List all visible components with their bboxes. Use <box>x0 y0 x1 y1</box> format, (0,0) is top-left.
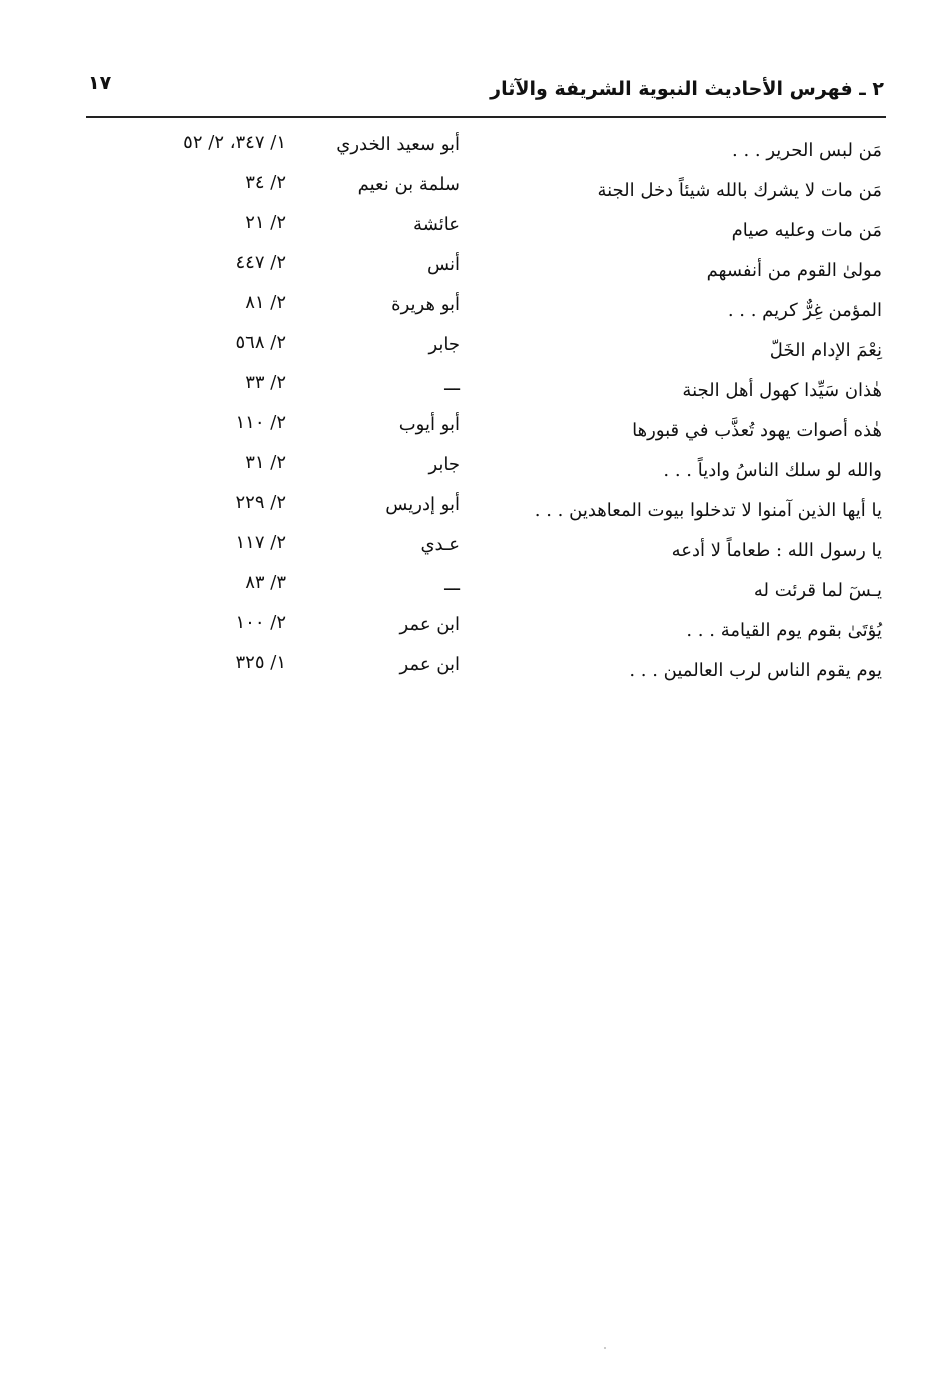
narrator-name: جابر <box>428 334 460 355</box>
volume-page-ref: ٢/ ٢١ <box>245 212 286 233</box>
volume-page-ref: ٢/ ٣٤ <box>245 172 286 193</box>
hadith-text: يُؤتَىٰ بقوم يوم القيامة . . . <box>686 620 882 641</box>
hadith-text: يوم يقوم الناس لرب العالمين . . . <box>629 660 882 681</box>
hadith-text: يا أيها الذين آمنوا لا تدخلوا بيوت المعاهدين . . . <box>534 500 882 521</box>
hadith-index-list <box>0 128 940 688</box>
volume-page-ref: ٣/ ٨٣ <box>245 572 286 593</box>
hadith-text: هٰذه أصوات يهود تُعذَّب في قبورها <box>632 420 882 441</box>
index-entry <box>0 208 940 248</box>
index-entry <box>0 648 940 688</box>
narrator-name: ابن عمر <box>399 614 460 635</box>
narrator-name: جابر <box>428 454 460 475</box>
narrator-name: أبو أيوب <box>398 414 460 435</box>
hadith-text: المؤمن غِرٌّ كريم . . . <box>727 300 882 321</box>
hadith-text: نِعْمَ الإدام الخَلّ <box>769 340 882 361</box>
narrator-name: عـدي <box>420 534 460 555</box>
narrator-name: ـــ <box>444 374 460 395</box>
volume-page-ref: ٢/ ١١٧ <box>235 532 286 553</box>
narrator-name: أبو هريرة <box>391 294 460 315</box>
index-entry <box>0 488 940 528</box>
hadith-text: مَن مات وعليه صيام <box>731 220 882 241</box>
narrator-name: سلمة بن نعيم <box>357 174 460 195</box>
index-entry <box>0 128 940 168</box>
volume-page-ref: ٢/ ٣٣ <box>245 372 286 393</box>
narrator-name: عائشة <box>413 214 460 235</box>
page-title: ٢ ـ فهرس الأحاديث النبوية الشريفة والآثار <box>490 78 884 100</box>
hadith-text: مولىٰ القوم من أنفسهم <box>706 260 882 281</box>
index-entry <box>0 368 940 408</box>
volume-page-ref: ٢/ ٣١ <box>245 452 286 473</box>
volume-page-ref: ٢/ ٨١ <box>245 292 286 313</box>
index-entry <box>0 448 940 488</box>
narrator-name: أنس <box>427 254 460 275</box>
hadith-text: مَن لبس الحرير . . . <box>732 140 882 161</box>
volume-page-ref: ٢/ ١١٠ <box>235 412 286 433</box>
volume-page-ref: ١/ ٣٤٧، ٢/ ٥٢ <box>183 132 286 153</box>
volume-page-ref: ١/ ٣٢٥ <box>235 652 286 673</box>
hadith-text: هٰذان سَيِّدا كهول أهل الجنة <box>682 380 882 401</box>
hadith-text: مَن مات لا يشرك بالله شيئاً دخل الجنة <box>597 180 882 201</box>
narrator-name: أبو إدريس <box>385 494 460 515</box>
volume-page-ref: ٢/ ٥٦٨ <box>235 332 286 353</box>
index-entry <box>0 328 940 368</box>
header-rule <box>86 116 886 118</box>
volume-page-ref: ٢/ ٢٢٩ <box>235 492 286 513</box>
scan-speck <box>604 1347 606 1349</box>
hadith-text: والله لو سلك الناسُ وادياً . . . <box>663 460 882 481</box>
volume-page-ref: ٢/ ٤٤٧ <box>235 252 286 273</box>
volume-page-ref: ٢/ ١٠٠ <box>235 612 286 633</box>
index-entry <box>0 528 940 568</box>
index-entry <box>0 288 940 328</box>
index-entry <box>0 168 940 208</box>
page-header <box>88 66 884 110</box>
index-entry <box>0 248 940 288</box>
hadith-text: يـسٓ لما قرئت له <box>753 580 882 601</box>
narrator-name: ـــ <box>444 574 460 595</box>
page-number: ١٧ <box>88 72 112 94</box>
index-entry <box>0 408 940 448</box>
narrator-name: ابن عمر <box>399 654 460 675</box>
index-entry <box>0 568 940 608</box>
narrator-name: أبو سعيد الخدري <box>336 134 460 155</box>
hadith-text: يا رسول الله : طعاماً لا أدعه <box>671 540 882 561</box>
index-entry <box>0 608 940 648</box>
